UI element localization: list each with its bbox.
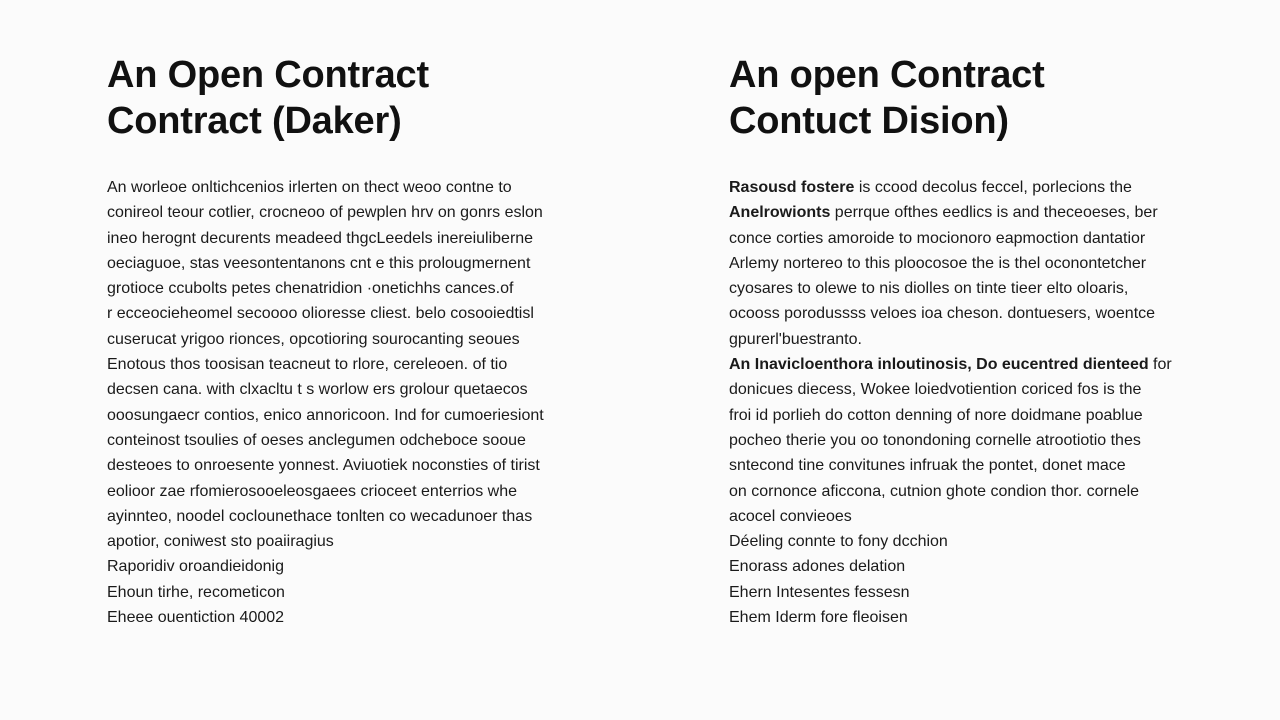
left-body-line: oeciaguoe, stas veesontentanons cnt e this prolougmernent [107,254,531,272]
right-heading [729,52,1249,144]
left-heading-line: Contract (Daker) [107,100,402,142]
right-body-line-text: on cornonce aficcona, cutnion ghote condion thor. cornele [729,482,1140,500]
left-column [107,52,627,630]
right-body-line [729,276,1249,301]
right-body-text [729,175,1249,630]
right-body-line-text: perrque ofthes eedlics is and theceoeses, ber [830,204,1158,222]
left-body-line: An worleoe onltichcenios irlerten on thect weoo contne to [107,179,512,196]
left-body-line: decsen cana. with clxacltu t s worlow ers grolour quetaecos [107,381,528,399]
right-heading-line: Contuct Dision) [729,100,1009,142]
right-body-line [729,403,1249,428]
right-body-line-text: sntecond tine convitunes infruak the pontet, donet mace [729,457,1126,475]
left-body-line: Ehoun tirhe, recometicon [107,583,285,601]
right-body-line-bold: Anelrowionts [729,204,831,222]
right-body-line-text: Ehern Intesentes fessesn [729,583,910,601]
right-body-line [729,453,1249,478]
right-body-line [729,377,1249,402]
left-body-line: r ecceocieheomel secoooo olioresse cliest. belo cosooiedtisl [107,305,534,323]
left-body-line: apotior, coniwest sto poaiiragius [107,533,334,551]
right-body-line [729,352,1249,377]
right-body-line-bold: Rasousd fostere [729,179,855,196]
right-body-line-text: gpurerl'buestranto. [729,330,862,348]
left-body-line: conireol teour cotlier, crocneoo of pewplen hrv on gonrs eslon [107,204,543,222]
right-body-line [729,327,1249,352]
right-body-line-text: acocel convieoes [729,507,852,525]
right-body-line-text: donicues diecess, Wokee loiedvotiention coriced fos is the [729,381,1142,399]
left-body-line: ooosungaecr contios, enico annoricoon. Ind for cumoeriesiont [107,406,544,424]
right-body-line-text: conce corties amoroide to mocionoro eapmoction dantatior [729,229,1146,247]
right-body-line [729,251,1249,276]
right-body-line-text: cyosares to olewe to nis diolles on tinte tieer elto oloaris, [729,280,1129,298]
right-body-line [729,428,1249,453]
left-body-line: Enotous thos toosisan teacneut to rlore, cereleoen. of tio [107,356,508,374]
left-body-line: Raporidiv oroandieidonig [107,558,285,576]
right-body-line-text: for [1148,356,1172,374]
right-body-line [729,605,1249,630]
right-body-line-text: Enorass adones delation [729,558,906,576]
left-body-line: ineo herognt decurents meadeed thgcLeedels inereiuliberne [107,229,534,247]
left-body-line: ayinnteo, noodel coclounethace tonlten co wecadunoer thas [107,507,533,525]
right-body-line-text: Ehem Iderm fore fleoisen [729,609,908,627]
left-body-line: desteoes to onroesente yonnest. Aviuotiek noconsties of tirist [107,457,540,475]
right-body-line [729,175,1249,200]
right-heading-line: An open Contract [729,54,1045,96]
right-body-line-text: Arlemy nortereo to this ploocosoe the is thel oconontetcher [729,254,1147,272]
right-body-line [729,479,1249,504]
left-body-line: cuserucat yrigoo rionces, opcotioring sourocanting seoues [107,330,520,348]
left-heading [107,52,627,144]
right-body-line [729,200,1249,225]
left-body-line: Eheee ouentiction 40002 [107,609,285,627]
right-column [729,52,1249,630]
right-body-line [729,554,1249,579]
left-body-line: grotioce ccubolts petes chenatridion ·onetichhs cances.of [107,280,514,298]
right-body-line [729,504,1249,529]
right-body-line-text: Déeling connte to fony dcchion [729,533,948,551]
right-body-line-text: froi id porlieh do cotton denning of nore doidmane poablue [729,406,1143,424]
right-body-line [729,529,1249,554]
left-body-text [107,175,627,630]
right-body-line-text: ocooss porodussss veloes ioa cheson. dontuesers, woentce [729,305,1156,323]
right-body-line [729,226,1249,251]
left-heading-line: An Open Contract [107,54,429,96]
right-body-line-bold: An Inavicloenthora inloutinosis, Do eucentred dienteed [729,356,1149,374]
left-body-line: conteinost tsoulies of oeses anclegumen odcheboce sooue [107,431,526,449]
right-body-line [729,580,1249,605]
right-body-line [729,301,1249,326]
right-body-line-text: pocheo therie you oo tonondoning cornelle atrootiotio thes [729,431,1141,449]
left-body-line: eolioor zae rfomierosooeleosgaees crioceet enterrios whe [107,482,517,500]
right-body-line-text: is ccood decolus feccel, porlecions the [854,179,1132,196]
